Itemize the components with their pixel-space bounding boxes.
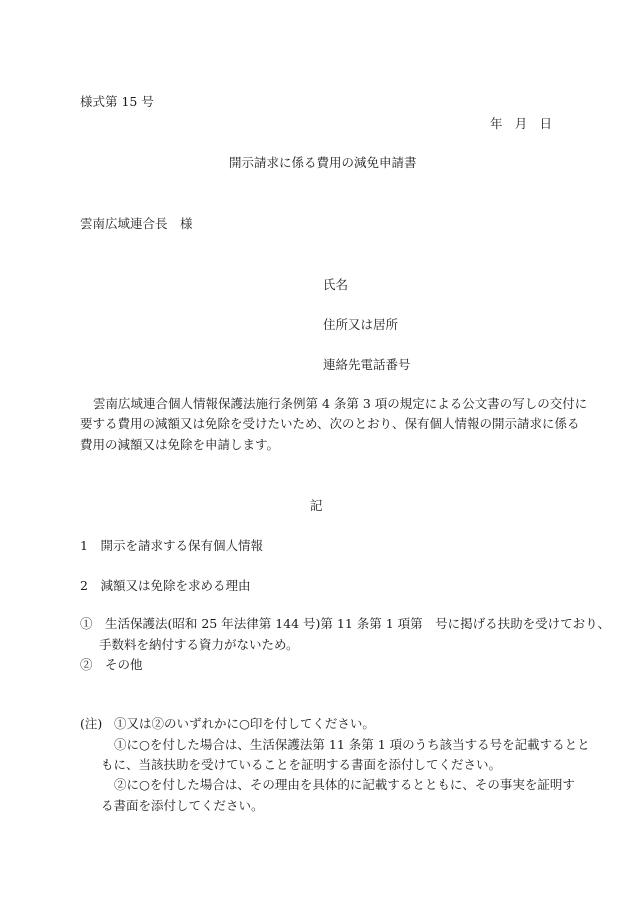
date-line bbox=[490, 118, 552, 131]
note-3-line-2: る書面を添付してください。 bbox=[101, 798, 264, 813]
form-number: 様式第 15 号 bbox=[80, 94, 154, 109]
reason-2: ② その他 bbox=[80, 657, 143, 672]
note-2-line-1: ①に○を付した場合は、生活保護法第 11 条第 1 項のうち該当する号を記載するとと bbox=[114, 737, 590, 752]
date-year: 年 bbox=[490, 116, 503, 131]
reason-1-line-2: 手数料を納付する資力がないため。 bbox=[99, 637, 299, 652]
applicant-phone-label: 連絡先電話番号 bbox=[323, 357, 411, 372]
item-2: 2 減額又は免除を求める理由 bbox=[80, 578, 251, 593]
body-line: 要する費用の減額又は免除を受けたいため、次のとおり、保有個人情報の開示請求に係る bbox=[80, 416, 580, 431]
date-day: 日 bbox=[539, 116, 552, 131]
document-title: 開示請求に係る費用の減免申請書 bbox=[229, 155, 417, 170]
reason-1-line-1: ① 生活保護法(昭和 25 年法律第 144 号)第 11 条第 1 項第 号に掲げる扶助を受けており、 bbox=[80, 616, 611, 631]
applicant-name-label: 氏名 bbox=[323, 277, 349, 292]
body-line: 費用の減額又は免除を申請します。 bbox=[80, 437, 280, 452]
date-month: 月 bbox=[514, 116, 528, 131]
body-line: 雲南広域連合個人情報保護法施行条例第 4 条第 3 項の規定による公文書の写しの交付に bbox=[93, 396, 588, 411]
note-1: ①又は②のいずれかに○印を付してください。 bbox=[114, 716, 375, 731]
notes-label: (注) bbox=[80, 716, 103, 731]
ki-heading: 記 bbox=[310, 498, 323, 513]
note-2-line-2: もに、当該扶助を受けていることを証明する書面を添付してください。 bbox=[101, 757, 502, 772]
note-3-line-1: ②に○を付した場合は、その理由を具体的に記載するとともに、その事実を証明す bbox=[114, 777, 575, 792]
item-1: 1 開示を請求する保有個人情報 bbox=[80, 538, 263, 553]
addressee: 雲南広域連合長 様 bbox=[80, 216, 193, 231]
applicant-address-label: 住所又は居所 bbox=[323, 317, 399, 332]
